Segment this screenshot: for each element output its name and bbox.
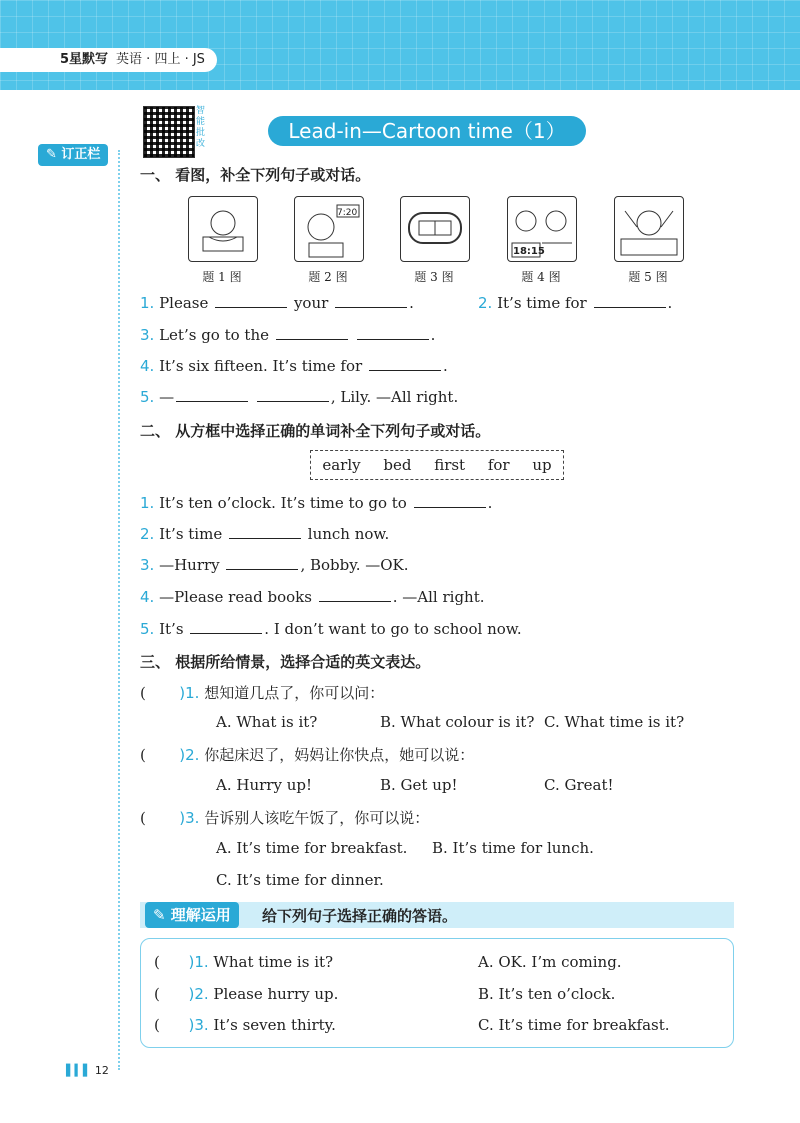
q-text: . —All right. [392, 588, 485, 606]
q-text: —Hurry [159, 556, 220, 574]
brand-tab [0, 48, 217, 72]
picture-3-playground [400, 196, 470, 262]
brand-name: 5星默写 [60, 52, 109, 67]
getting-up-illustration [615, 197, 683, 261]
q-text: . [487, 494, 493, 512]
caption-1: 题 1 图 [202, 270, 242, 284]
s3-q3-option-a: A. It’s time for breakfast. [216, 839, 408, 857]
answer-paren[interactable]: ( [154, 1016, 189, 1034]
section-2-heading: 二、 从方框中选择正确的单词补全下列句子或对话。 [140, 422, 491, 440]
answer-blank[interactable] [257, 387, 329, 402]
s1-question-4 [140, 356, 448, 375]
s4-row-2 [154, 985, 338, 1003]
q-number: 2. [140, 525, 155, 543]
q-number: 3. [140, 556, 155, 574]
answer-paren[interactable]: ( [154, 985, 189, 1003]
q-number: 4. [140, 357, 155, 375]
picture-2-brushing [294, 196, 364, 262]
q-number: 2. [478, 294, 493, 312]
books-icon: ▌▍▌ [66, 1064, 92, 1077]
section-3-heading: 三、 根据所给情景，选择合适的英文表达。 [140, 653, 431, 671]
s1-question-1 [140, 293, 414, 312]
caption-5: 题 5 图 [628, 270, 668, 284]
s2-question-4 [140, 587, 485, 606]
q-text: Please [159, 294, 209, 312]
word-bank-item: first [434, 456, 466, 474]
caption-4: 题 4 图 [521, 270, 561, 284]
word-bank-item: bed [383, 456, 412, 474]
q-text: It’s time [159, 525, 223, 543]
q-text: It’s ten o’clock. It’s time to go to [159, 494, 407, 512]
s2-question-5 [140, 619, 522, 638]
s3-q2-option-a: A. Hurry up! [216, 776, 312, 794]
q-prompt: 想知道几点了，你可以问： [204, 684, 385, 702]
q-number: 5. [140, 620, 155, 638]
caption-2: 题 2 图 [308, 270, 348, 284]
q-number: 5. [140, 388, 155, 406]
q-number: 4. [140, 588, 155, 606]
s4-answer-b: B. It’s ten o’clock. [478, 985, 616, 1003]
picture-5-getting-up [614, 196, 684, 262]
answer-blank[interactable] [176, 387, 248, 402]
qr-code[interactable] [143, 106, 195, 158]
q-number: 1. [140, 294, 155, 312]
word-bank [310, 450, 564, 480]
q-number: )2. [188, 985, 209, 1003]
section-4-tag: ✎ 理解运用 [145, 902, 239, 928]
clock-2-time: 7:20 [337, 208, 358, 218]
playground-illustration [401, 197, 469, 261]
q-number: 3. [140, 326, 155, 344]
q-prompt: 告诉别人该吃午饭了，你可以说： [204, 809, 430, 827]
q-number: )3. [188, 1016, 209, 1034]
q-text: . [409, 294, 414, 312]
answer-paren[interactable]: ( [140, 684, 180, 702]
s3-q3-option-c: C. It’s time for dinner. [216, 871, 384, 889]
q-number: )1. [179, 684, 200, 702]
q-text: Please hurry up. [213, 985, 339, 1003]
section-1-heading: 一、 看图，补全下列句子或对话。 [140, 166, 371, 184]
q-number: )2. [179, 746, 200, 764]
header-band [0, 0, 800, 90]
correction-column-label: ✎ 订正栏 [38, 144, 108, 166]
page-title: Lead-in—Cartoon time（1） [268, 116, 586, 146]
answer-blank[interactable] [357, 325, 429, 340]
brand-subject: 英语 · 四上 · JS [116, 52, 205, 67]
q-number: 1. [140, 494, 155, 512]
q-text: What time is it? [213, 953, 334, 971]
page-number [66, 1064, 109, 1077]
word-bank-item: up [532, 456, 552, 474]
answer-blank[interactable] [369, 356, 441, 371]
qr-caption: 智能批改 [196, 106, 206, 149]
s1-question-2 [478, 293, 672, 312]
q-text: your [293, 294, 329, 312]
s3-question-2 [140, 744, 474, 765]
s3-q2-option-c: C. Great! [544, 776, 614, 794]
answer-blank[interactable] [276, 325, 348, 340]
caption-3: 题 3 图 [414, 270, 454, 284]
answer-blank[interactable] [215, 293, 287, 308]
q-text: Let’s go to the [159, 326, 269, 344]
answer-blank[interactable] [335, 293, 407, 308]
q-number: )1. [188, 953, 209, 971]
s3-q1-option-b: B. What colour is it? [380, 713, 535, 731]
s2-question-2 [140, 524, 389, 543]
s3-question-1 [140, 682, 384, 703]
answer-blank[interactable] [190, 619, 262, 634]
s2-question-3 [140, 555, 409, 574]
q-number: )3. [179, 809, 200, 827]
picture-1-washing [188, 196, 258, 262]
q-text: . [667, 294, 673, 312]
q-text: , Bobby. —OK. [300, 556, 409, 574]
correction-divider [118, 150, 120, 1070]
q-text: It’s time for [497, 294, 587, 312]
brushing-teeth-illustration [295, 197, 363, 261]
answer-paren[interactable]: ( [140, 746, 180, 764]
q-prompt: 你起床迟了，妈妈让你快点，她可以说： [204, 746, 475, 764]
q-text: It’s seven thirty. [213, 1016, 336, 1034]
s3-q2-option-b: B. Get up! [380, 776, 458, 794]
page-number-text: 12 [94, 1064, 109, 1077]
q-text: It’s six fifteen. It’s time for [159, 357, 363, 375]
s3-q1-option-c: C. What time is it? [544, 713, 685, 731]
q-text: It’s [159, 620, 184, 638]
s1-question-5 [140, 387, 458, 406]
q-text: lunch now. [307, 525, 390, 543]
answer-blank[interactable] [594, 293, 666, 308]
q-text: , Lily. —All right. [330, 388, 459, 406]
answer-blank[interactable] [229, 524, 301, 539]
s1-question-3 [140, 325, 435, 344]
word-bank-item: for [487, 456, 510, 474]
s3-q3-option-b: B. It’s time for lunch. [432, 839, 594, 857]
s4-answer-a: A. OK. I’m coming. [478, 953, 622, 971]
washing-face-illustration [189, 197, 257, 261]
answer-blank[interactable] [319, 587, 391, 602]
section-4-heading: 给下列句子选择正确的答语。 [262, 907, 458, 925]
clock-4-time: 18:15 [513, 246, 545, 257]
s4-row-3 [154, 1016, 336, 1034]
q-text: —Please read books [159, 588, 312, 606]
section-4-tag-text: 理解运用 [170, 906, 231, 924]
s3-q1-option-a: A. What is it? [216, 713, 318, 731]
answer-blank[interactable] [414, 493, 486, 508]
s4-row-1 [154, 953, 333, 971]
correction-column-text: 订正栏 [61, 147, 101, 162]
q-text: . I don’t want to go to school now. [264, 620, 522, 638]
answer-paren[interactable]: ( [154, 953, 189, 971]
word-bank-item: early [322, 456, 361, 474]
answer-paren[interactable]: ( [140, 809, 180, 827]
q-text: . [430, 326, 436, 344]
q-text: . [442, 357, 448, 375]
s3-question-3 [140, 807, 429, 828]
s4-answer-c: C. It’s time for breakfast. [478, 1016, 670, 1034]
q-text: — [159, 388, 175, 406]
answer-blank[interactable] [226, 555, 298, 570]
s2-question-1 [140, 493, 492, 512]
